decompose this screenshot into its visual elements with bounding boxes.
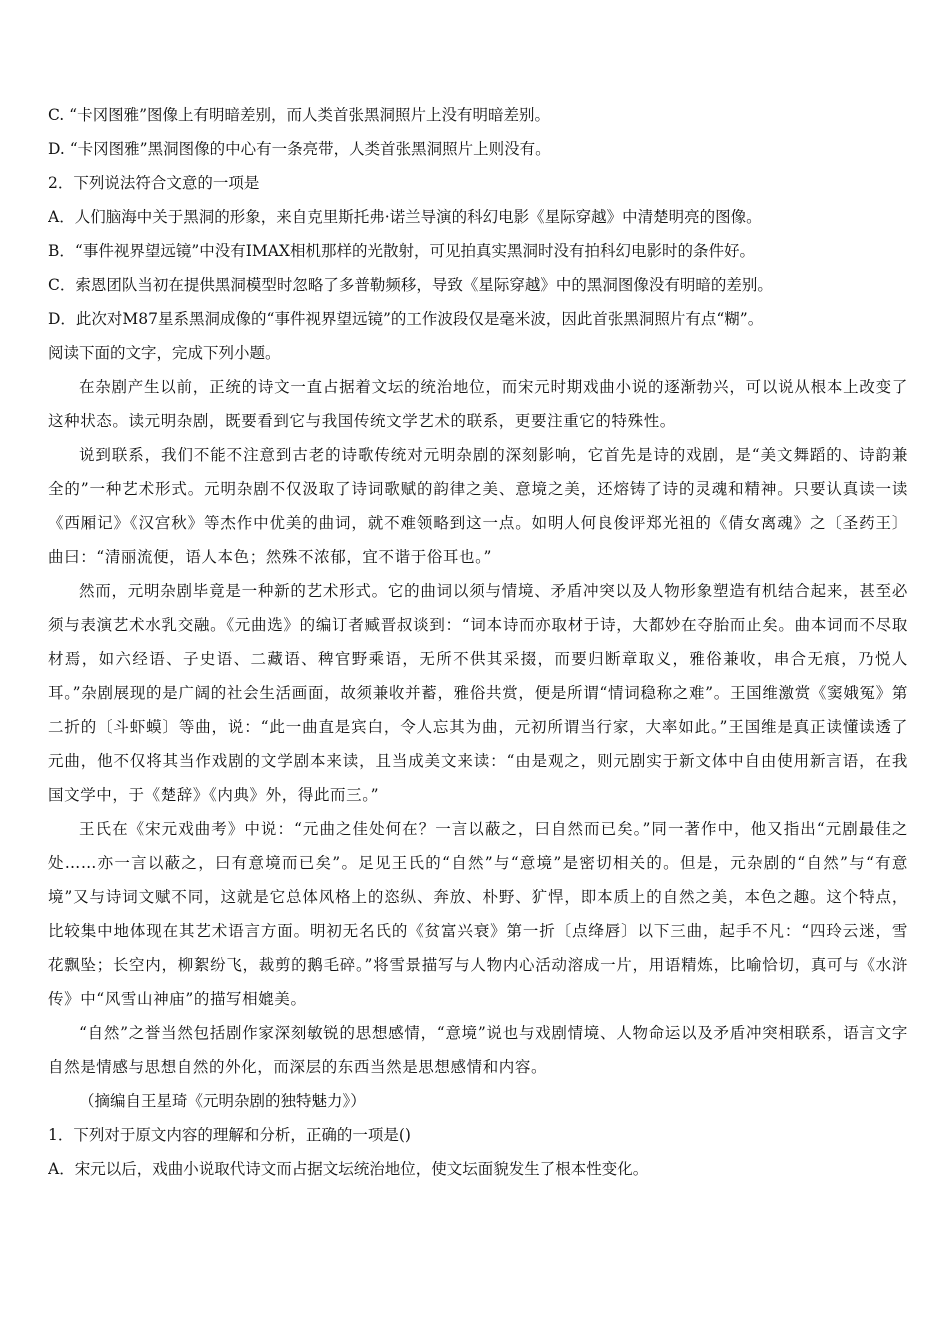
option-d-q2: D．此次对M87星系黑洞成像的“事件视界望远镜”的工作波段仅是毫米波，因此首张黑洞照片有点“糊”。 [48,310,764,328]
document-page [48,98,908,1186]
source-note: （摘编自王星琦《元明杂剧的独特魅力》） [79,1092,366,1110]
passage-paragraph-5: “自然”之誉当然包括剧作家深刻敏锐的思想感情，“意境”说也与戏剧情境、人物命运以及矛盾冲突相联系，语言文字自然是情感与思想自然的外化，而深层的东西当然是思想感情和内容。 [48,1024,908,1076]
option-d-q1: D. “卡冈图雅”黑洞图像的中心有一条亮带，人类首张黑洞照片上则没有。 [48,140,551,158]
question-2-stem: 2．下列说法符合文意的一项是 [48,174,260,192]
reading-instruction: 阅读下面的文字，完成下列小题。 [48,344,281,362]
passage-paragraph-4: 王氏在《宋元戏曲考》中说：“元曲之佳处何在？一言以蔽之，曰自然而已矣。”同一著作中，他又指出“元剧最佳之处……亦一言以蔽之，曰有意境而已矣”。足见王氏的“自然”与“意境”是密切相关的。但是，元杂剧的“自然”与“有意境”又与诗词文赋不同，这就是它总体风格上的恣纵、奔放、朴野、犷悍，即本质上的自然之美，本色之趣。这个特点，比较集中地体现在其艺术语言方面。明初无名氏的《贫富兴衰》第一折〔点绛唇〕以下三曲，起手不凡：“四玲云迷，雪花飘坠；长空内，柳絮纷飞，裁剪的鹅毛碎。”将雪景描写与人物内心活动溶成一片，用语精炼，比喻恰切，真可与《水浒传》中“风雪山神庙”的描写相媲美。 [48,820,908,1008]
option-a-q2: A．人们脑海中关于黑洞的形象，来自克里斯托弗·诺兰导演的科幻电影《星际穿越》中清楚明亮的图像。 [48,208,762,226]
option-a-q1-new: A．宋元以后，戏曲小说取代诗文而占据文坛统治地位，使文坛面貌发生了根本性变化。 [48,1160,649,1178]
passage-paragraph-1: 在杂剧产生以前，正统的诗文一直占据着文坛的统治地位，而宋元时期戏曲小说的逐渐勃兴，可以说从根本上改变了这种状态。读元明杂剧，既要看到它与我国传统文学艺术的联系，更要注重它的特殊性。 [48,378,908,430]
option-c-q1: C. “卡冈图雅”图像上有明暗差别，而人类首张黑洞照片上没有明暗差别。 [48,106,551,124]
passage-paragraph-2: 说到联系，我们不能不注意到古老的诗歌传统对元明杂剧的深刻影响，它首先是诗的戏剧，是“美文舞蹈的、诗韵兼全的”一种艺术形式。元明杂剧不仅汲取了诗词歌赋的韵律之美、意境之美，还熔铸了诗的灵魂和精神。只要认真读一读《西厢记》《汉宫秋》等杰作中优美的曲词，就不难领略到这一点。如明人何良俊评郑光祖的《倩女离魂》之〔圣药王〕曲曰：“清丽流便，语人本色；然殊不浓郁，宜不谐于俗耳也。” [48,446,908,566]
option-b-q2: B．“事件视界望远镜”中没有IMAX相机那样的光散射，可见拍真实黑洞时没有拍科幻电影时的条件好。 [48,242,755,260]
question-1-stem: 1．下列对于原文内容的理解和分析，正确的一项是() [48,1126,411,1144]
option-c-q2: C．索恩团队当初在提供黑洞模型时忽略了多普勒频移，导致《星际穿越》中的黑洞图像没有明暗的差别。 [48,276,773,294]
passage-paragraph-3: 然而，元明杂剧毕竟是一种新的艺术形式。它的曲词以须与情境、矛盾冲突以及人物形象塑造有机结合起来，甚至必须与表演艺术水乳交融。《元曲选》的编订者臧晋叔谈到：“词本诗而亦取材于诗，大都妙在夺胎而止矣。曲本词而不尽取材焉，如六经语、子史语、二藏语、稗官野乘语，无所不供其采掇，而要归断章取义，雅俗兼收，串合无痕，乃悦人耳。”杂剧展现的是广阔的社会生活画面，故须兼收并蓄，雅俗共赏，便是所谓“情词稳称之难”。王国维激赏《窦娥冤》第二折的〔斗虾蟆〕等曲，说：“此一曲直是宾白，令人忘其为曲，元初所谓当行家，大率如此。”王国维是真正读懂读透了元曲，他不仅将其当作戏剧的文学剧本来读，且当成美文来读：“由是观之，则元剧实于新文体中自由使用新言语，在我国文学中，于《楚辞》《内典》外，得此而三。” [48,582,908,804]
